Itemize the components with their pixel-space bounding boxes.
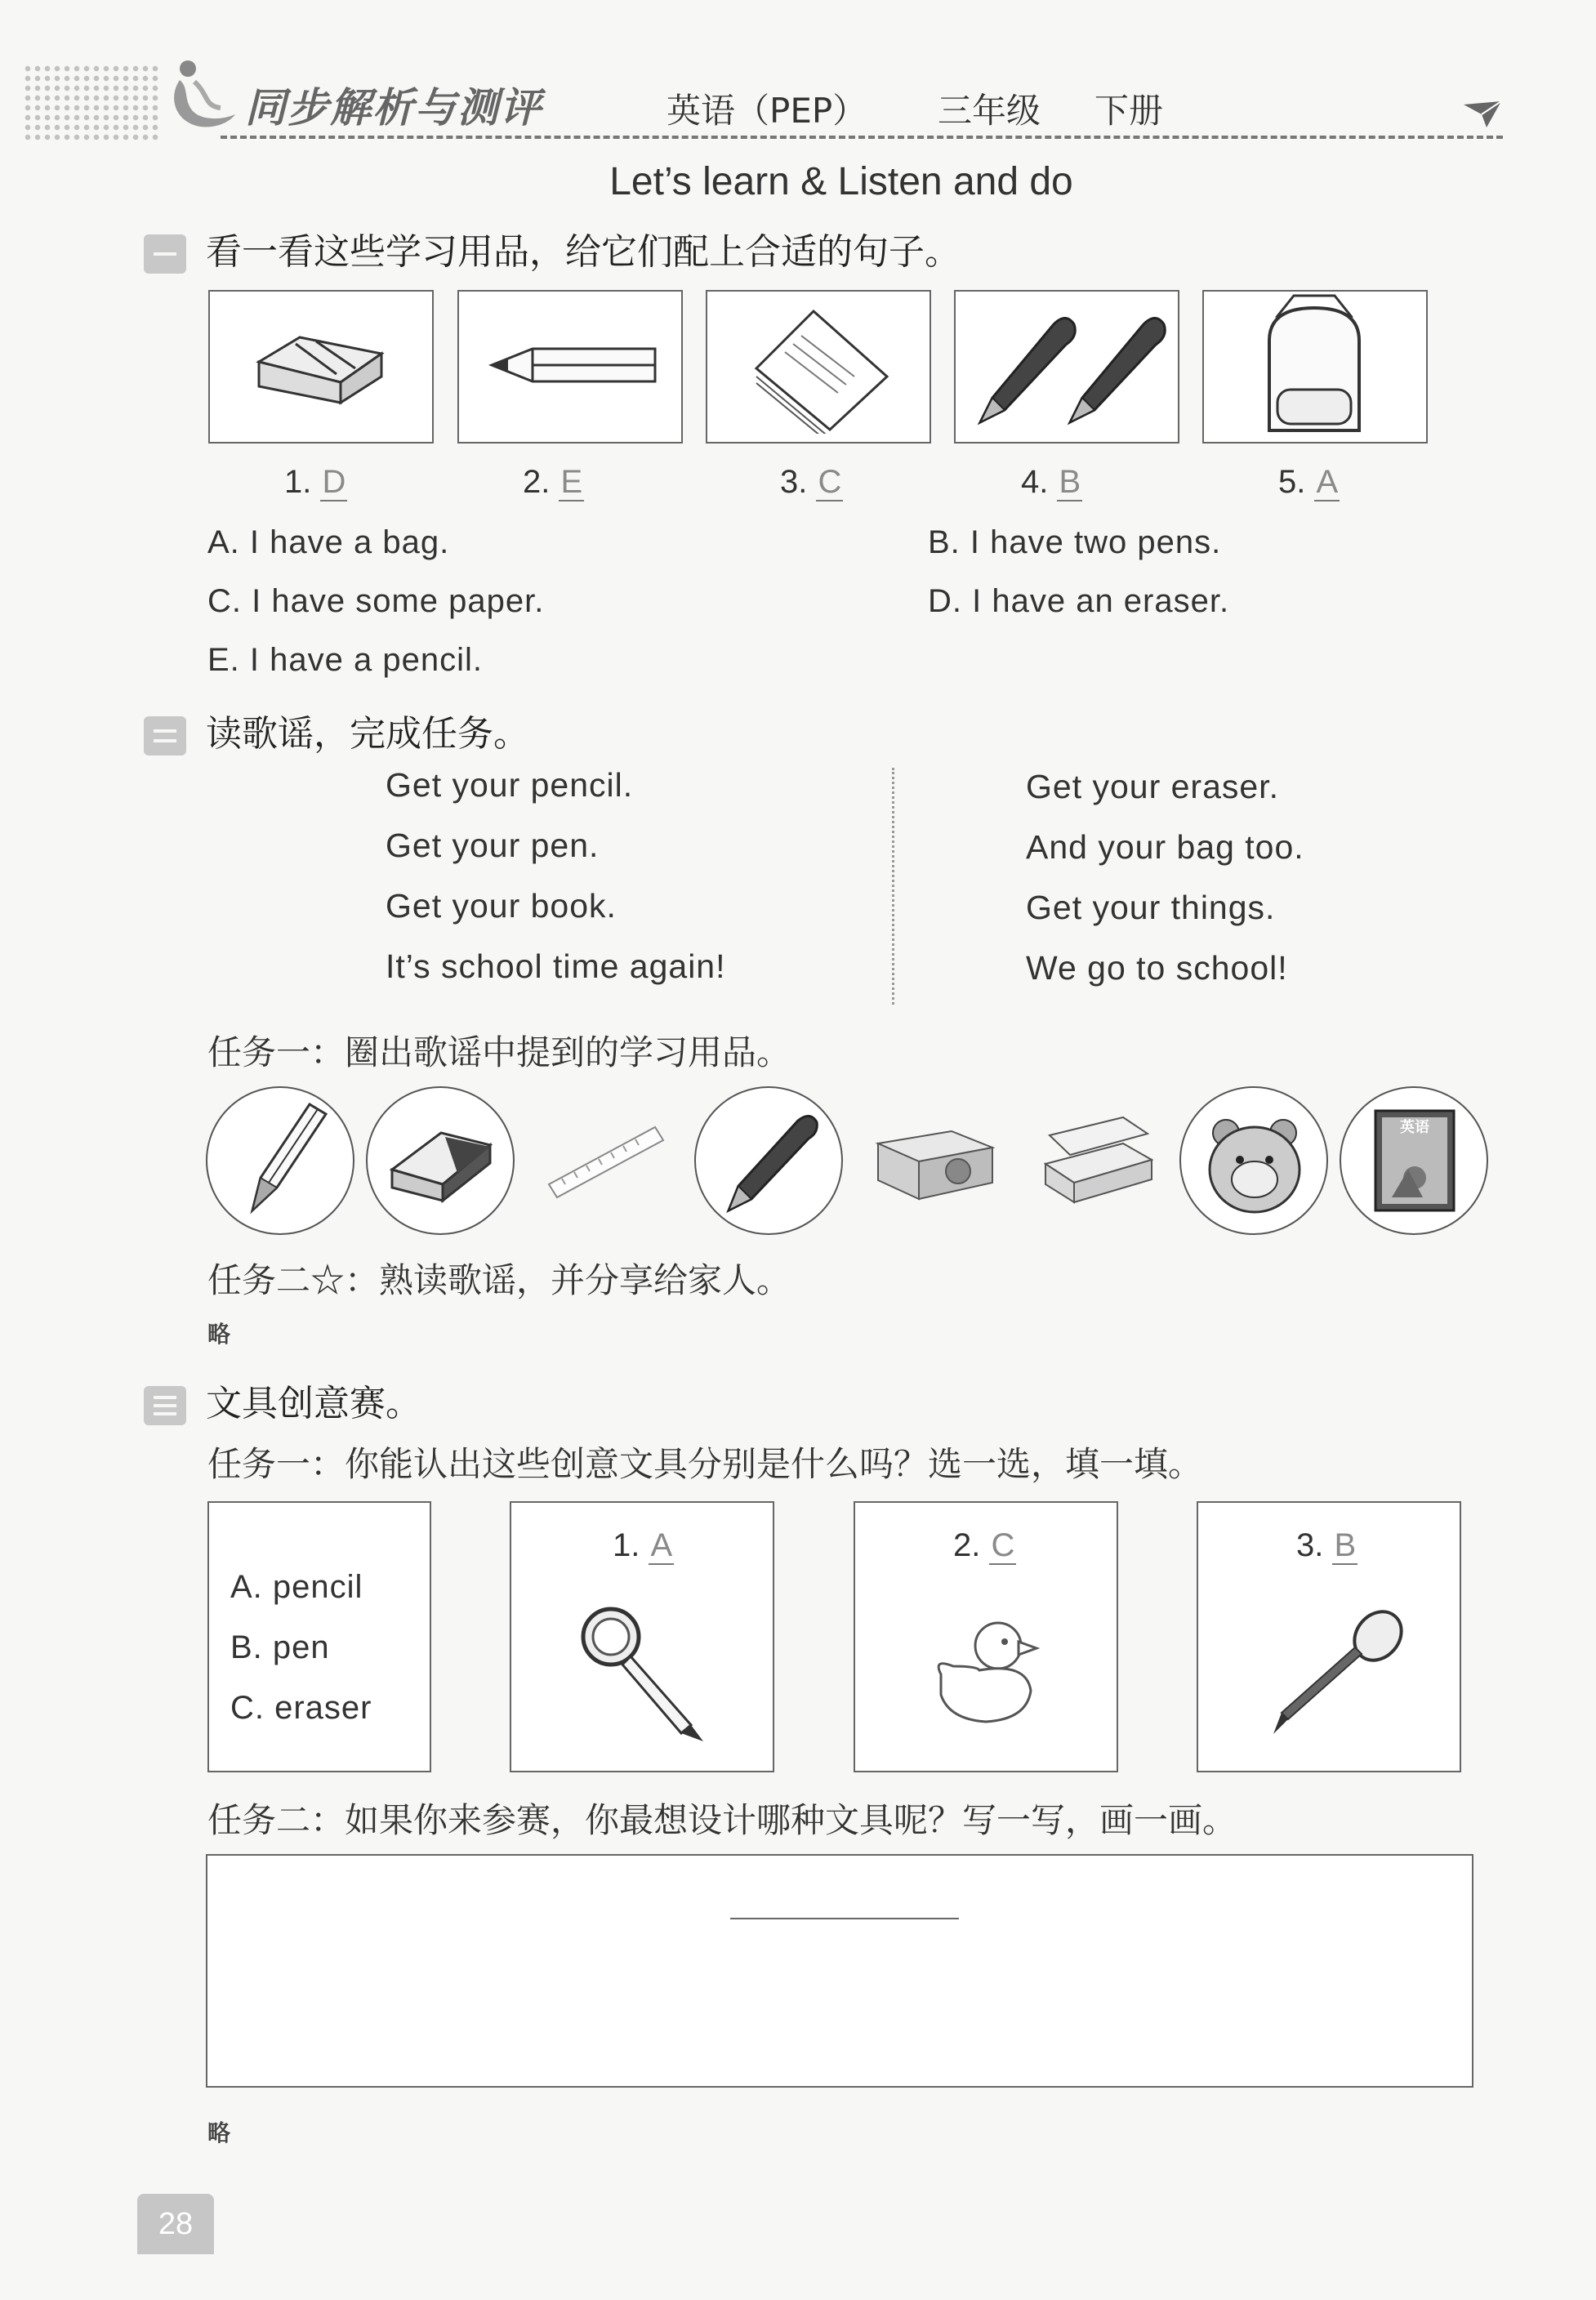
- s1-item-1: [284, 464, 347, 501]
- s3-task2: 任务二：如果你来参赛，你最想设计哪种文具呢？写一写，画一画。: [207, 1800, 1237, 1840]
- s3-item-2: [953, 1527, 1016, 1564]
- circled-eraser[interactable]: [366, 1086, 515, 1235]
- song-line: Get your book.: [386, 887, 617, 925]
- circled-book[interactable]: [1340, 1086, 1488, 1235]
- s1-item-5: [1278, 464, 1340, 501]
- s3-task2-answer: 略: [207, 2119, 231, 2146]
- choices-list: [230, 1557, 372, 1738]
- image-box-1: [208, 290, 434, 444]
- s1-item-4-num: 4.: [1021, 464, 1049, 500]
- circled-pencil[interactable]: [206, 1086, 354, 1235]
- circled-bag[interactable]: [1179, 1086, 1328, 1235]
- section3-heading-text: 文具创意赛。: [206, 1383, 421, 1424]
- runner-logo-icon: [163, 57, 237, 139]
- design-drawing-area[interactable]: [206, 1854, 1473, 2088]
- section2-badge: [144, 716, 186, 756]
- option-b: B. I have two pens.: [928, 524, 1222, 560]
- song-line: And your bag too.: [1026, 828, 1304, 866]
- s2-task1: 任务一：圈出歌谣中提到的学习用品。: [207, 1032, 791, 1072]
- s1-answer-5[interactable]: A: [1316, 464, 1339, 500]
- creative-box-2: [854, 1501, 1118, 1772]
- section3-badge: [144, 1386, 186, 1425]
- s3-item-1: [613, 1527, 674, 1564]
- section2-heading: [144, 704, 529, 756]
- song-line: Get your pen.: [386, 827, 600, 864]
- magnifier-pencil-icon: [577, 1602, 716, 1750]
- pencil-case-icon: [1025, 1086, 1170, 1232]
- s1-answer-1[interactable]: D: [322, 464, 346, 500]
- image-box-3: [706, 290, 931, 444]
- header-dot-pattern: [23, 64, 162, 141]
- image-box-5: [1202, 290, 1428, 444]
- song-divider: [892, 768, 894, 1005]
- design-name-line[interactable]: [730, 1918, 959, 1919]
- s3-answer-2[interactable]: C: [991, 1527, 1015, 1563]
- circled-pen[interactable]: [694, 1086, 843, 1235]
- s3-answer-3[interactable]: B: [1334, 1527, 1357, 1563]
- s3-task1: 任务一：你能认出这些创意文具分别是什么吗？选一选，填一填。: [207, 1444, 1203, 1484]
- eraser-icon: [210, 292, 432, 411]
- song-left: [386, 755, 726, 996]
- brand-title: 同步解析与测评: [245, 84, 542, 131]
- paper-plane-icon: [1462, 100, 1503, 129]
- song-right: [1026, 756, 1304, 998]
- option-d: D. I have an eraser.: [928, 583, 1230, 619]
- ruler-icon: [533, 1086, 678, 1232]
- s3-item-1-num: 1.: [613, 1527, 640, 1563]
- choice-item: C. eraser: [230, 1690, 372, 1726]
- song-line: Get your things.: [1026, 889, 1276, 926]
- s1-item-3-num: 3.: [780, 464, 808, 500]
- section2-heading-text: 读歌谣，完成任务。: [206, 713, 529, 755]
- grade-label: 三年级: [938, 91, 1041, 131]
- sharpener-item[interactable]: [862, 1086, 1007, 1232]
- song-line: We go to school!: [1026, 949, 1288, 987]
- s3-answer-1[interactable]: A: [650, 1527, 673, 1563]
- header-divider: [221, 136, 1503, 139]
- s2-task2-answer: 略: [207, 1321, 231, 1348]
- bear-bag-icon: [1181, 1088, 1326, 1233]
- s1-item-2: [523, 464, 584, 501]
- subject-label: 英语（PEP）: [666, 91, 867, 131]
- song-line: Get your pencil.: [386, 766, 634, 804]
- s1-item-5-num: 5.: [1278, 464, 1306, 500]
- book-icon: [1341, 1088, 1487, 1233]
- option-e: E. I have a pencil.: [207, 642, 483, 678]
- section1-heading: [144, 222, 961, 274]
- option-a: A. I have a bag.: [207, 524, 450, 560]
- s1-answer-2[interactable]: E: [560, 464, 583, 500]
- pencil-icon: [459, 292, 681, 398]
- choice-item: B. pen: [230, 1629, 330, 1665]
- creative-box-1: [510, 1501, 774, 1772]
- bag-icon: [1204, 292, 1426, 439]
- s1-item-2-num: 2.: [523, 464, 551, 500]
- choices-box: [207, 1501, 431, 1772]
- duck-eraser-icon: [929, 1609, 1051, 1732]
- spoon-pen-icon: [1264, 1605, 1411, 1744]
- image-box-4: [954, 290, 1179, 444]
- eraser-icon: [368, 1088, 513, 1233]
- s2-task2: 任务二☆：熟读歌谣，并分享给家人。: [207, 1260, 791, 1300]
- pencil-case-item[interactable]: [1025, 1086, 1170, 1232]
- s3-item-3-num: 3.: [1296, 1527, 1324, 1563]
- s3-item-3: [1296, 1527, 1357, 1564]
- choice-item: A. pencil: [230, 1569, 363, 1605]
- s1-item-1-num: 1.: [284, 464, 312, 500]
- book-cover-label: 英语: [1400, 1119, 1429, 1136]
- s3-item-2-num: 2.: [953, 1527, 981, 1563]
- pencil-icon: [207, 1088, 353, 1233]
- two-pens-icon: [956, 292, 1178, 430]
- creative-box-3: [1197, 1501, 1461, 1772]
- option-c: C. I have some paper.: [207, 583, 545, 619]
- volume-label: 下册: [1094, 91, 1164, 131]
- sharpener-icon: [862, 1086, 1007, 1232]
- s1-item-3: [780, 464, 843, 501]
- section1-heading-text: 看一看这些学习用品，给它们配上合适的句子。: [206, 231, 961, 273]
- song-line: Get your eraser.: [1026, 768, 1279, 805]
- section3-heading: [144, 1374, 421, 1426]
- song-line: It’s school time again!: [386, 947, 726, 985]
- page-title: Let’s learn & Listen and do: [609, 160, 1073, 203]
- pen-icon: [696, 1088, 841, 1233]
- paper-icon: [707, 292, 930, 434]
- s1-item-4: [1021, 464, 1082, 501]
- section1-badge: [144, 234, 186, 274]
- s1-answer-4[interactable]: B: [1059, 464, 1081, 500]
- page-number: 28: [137, 2194, 214, 2254]
- s1-answer-3[interactable]: C: [818, 464, 842, 500]
- image-box-2: [457, 290, 683, 444]
- ruler-item[interactable]: [533, 1086, 678, 1232]
